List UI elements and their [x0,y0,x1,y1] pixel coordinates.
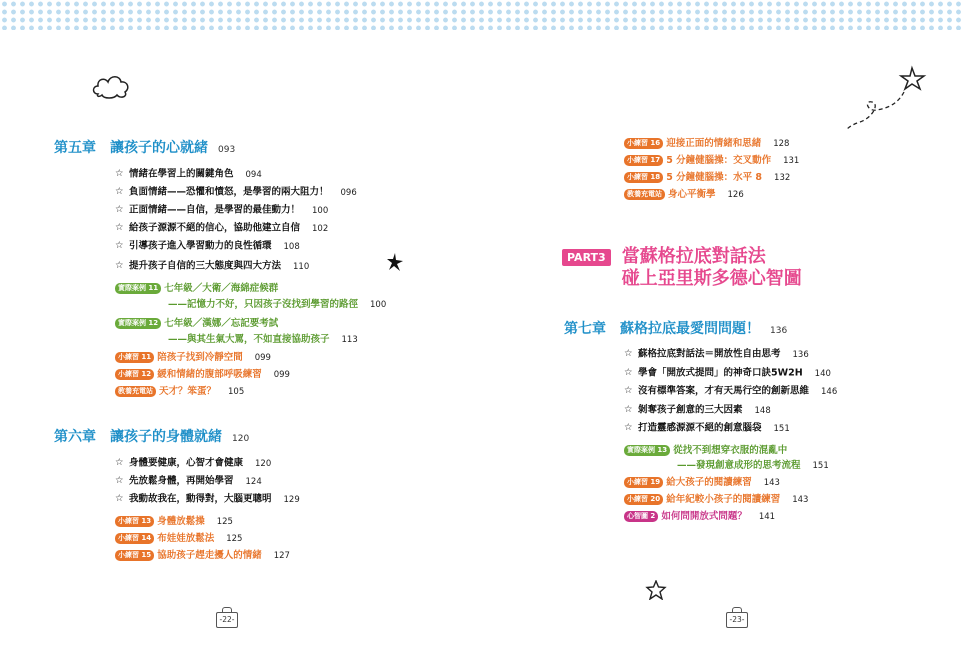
star-bullet-icon: ☆ [115,222,124,233]
exercise-item[interactable]: 小練習 19 給大孩子的閱讀練習 143 [624,477,780,489]
case-study-item[interactable]: 實際案例 11 七年級／大衛／海綿症候群 [115,283,278,295]
chapter-title: 蘇格拉底最愛問問題！ [620,321,760,337]
part-3-heading[interactable] [562,246,802,290]
case-badge: 實際案例 11 [115,283,161,294]
exercise-item[interactable]: 小練習 15 協助孩子趕走擾人的情緒 127 [115,550,290,562]
star-bullet-icon: ☆ [115,493,124,504]
page-number: -23- [724,604,750,632]
toc-item[interactable]: ☆ 蘇格拉底對話法＝開放性自由思考 136 [624,348,809,360]
star-bullet-icon: ☆ [115,204,124,215]
exercise-badge: 小練習 17 [624,155,663,166]
exercise-item[interactable]: 小練習 20 給年紀較小孩子的閱讀練習 143 [624,494,808,506]
toc-item[interactable]: ☆ 身體要健康，心智才會健康 120 [115,457,272,469]
toc-item[interactable]: ☆ 我動故我在，動得對，大腦更聰明 129 [115,493,300,505]
case-study-item[interactable]: 實際案例 13 從找不到想穿衣服的混亂中 [624,445,787,457]
exercise-badge: 小練習 18 [624,172,663,183]
star-bullet-icon: ☆ [115,240,124,251]
exercise-item[interactable]: 小練習 11 陪孩子找到冷靜空間 099 [115,352,271,364]
toc-item[interactable]: ☆ 引導孩子進入學習動力的良性循環 108 [115,240,300,252]
exercise-badge: 小練習 14 [115,533,154,544]
exercise-badge: 小練習 15 [115,550,154,561]
exercise-item[interactable]: 小練習 14 布娃娃放鬆法 125 [115,533,242,545]
toc-item[interactable]: ☆ 提升孩子自信的三大態度與四大方法 110 [115,260,310,272]
toc-item[interactable]: ☆ 給孩子源源不絕的信心，協助他建立自信 102 [115,222,329,234]
star-bullet-icon: ☆ [624,367,633,378]
exercise-badge: 小練習 19 [624,477,663,488]
star-bullet-icon: ☆ [115,475,124,486]
toc-item[interactable]: ☆ 正面情緒——自信，是學習的最佳動力！ 100 [115,204,329,216]
chapter-title: 讓孩子的心就緒 [110,140,208,156]
exercise-badge: 小練習 13 [115,516,154,527]
star-bullet-icon: ☆ [624,348,633,359]
exercise-item[interactable]: 教養充電站 身心平衡學 126 [624,189,744,201]
toc-item[interactable]: ☆ 剝奪孩子創意的三大因素 148 [624,404,771,416]
case-study-subtitle[interactable]: ——記憶力不好，只因孩子沒找到學習的路徑 100 [168,299,387,310]
star-bullet-icon: ☆ [624,385,633,396]
star-bullet-icon: ☆ [115,457,124,468]
case-study-item[interactable]: 實際案例 12 七年級／漢娜／忘記要考試 [115,318,278,330]
exercise-item[interactable]: 小練習 18 5 分鐘健腦操：水平 8 132 [624,172,790,184]
chapter-6-heading[interactable]: 第六章 讓孩子的身體就緒 120 [54,429,250,445]
exercise-item[interactable]: 小練習 13 身體放鬆操 125 [115,516,233,528]
chapter-title: 讓孩子的身體就緒 [110,429,222,445]
exercise-badge: 教養充電站 [624,189,665,200]
toc-item[interactable]: ☆ 學會「開放式提問」的神奇口訣5W2H 140 [624,367,831,379]
case-study-subtitle[interactable]: ——與其生氣大罵，不如直接協助孩子 113 [168,334,358,345]
chapter-5-heading[interactable]: 第五章 讓孩子的心就緒 093 [54,140,236,156]
part-title: 當蘇格拉底對話法 碰上亞里斯多德心智圖 [621,246,802,289]
right-page [482,0,964,652]
case-badge: 實際案例 13 [624,445,670,456]
toc-item[interactable]: ☆ 打造靈感源源不絕的創意腦袋 151 [624,422,790,434]
mindmap-badge: 心智圖 2 [624,511,658,522]
page-number: -22- [214,604,240,632]
exercise-item[interactable]: 小練習 16 迎接正面的情緒和思緒 128 [624,138,789,150]
exercise-badge: 小練習 16 [624,138,663,149]
toc-item[interactable]: ☆ 負面情緒——恐懼和憤怒，是學習的兩大阻力！ 096 [115,186,357,198]
star-bullet-icon: ☆ [624,422,633,433]
exercise-item[interactable]: 小練習 12 緩和情緒的腹部呼吸練習 099 [115,369,290,381]
exercise-item[interactable]: 小練習 17 5 分鐘健腦操：交叉動作 131 [624,155,799,167]
exercise-item[interactable]: 教養充電站 天才？笨蛋？ 105 [115,386,244,398]
toc-item[interactable]: ☆ 情緒在學習上的關鍵角色 094 [115,168,262,180]
part-badge: PART3 [562,249,611,266]
exercise-badge: 教養充電站 [115,386,156,397]
star-bullet-icon: ☆ [115,168,124,179]
star-bullet-icon: ☆ [115,186,124,197]
star-bullet-icon: ☆ [115,260,124,271]
case-study-subtitle[interactable]: ——發現創意成形的思考流程 151 [677,460,829,471]
mindmap-item[interactable]: 心智圖 2 如何問開放式問題？ 141 [624,511,775,523]
toc-item[interactable]: ☆ 沒有標準答案，才有天馬行空的創新思維 146 [624,385,838,397]
exercise-badge: 小練習 12 [115,369,154,380]
exercise-badge: 小練習 11 [115,352,154,363]
case-badge: 實際案例 12 [115,318,161,329]
toc-item[interactable]: ☆ 先放鬆身體，再開始學習 124 [115,475,262,487]
star-bullet-icon: ☆ [624,404,633,415]
exercise-badge: 小練習 20 [624,494,663,505]
chapter-7-heading[interactable]: 第七章 蘇格拉底最愛問問題！ 136 [564,321,788,337]
